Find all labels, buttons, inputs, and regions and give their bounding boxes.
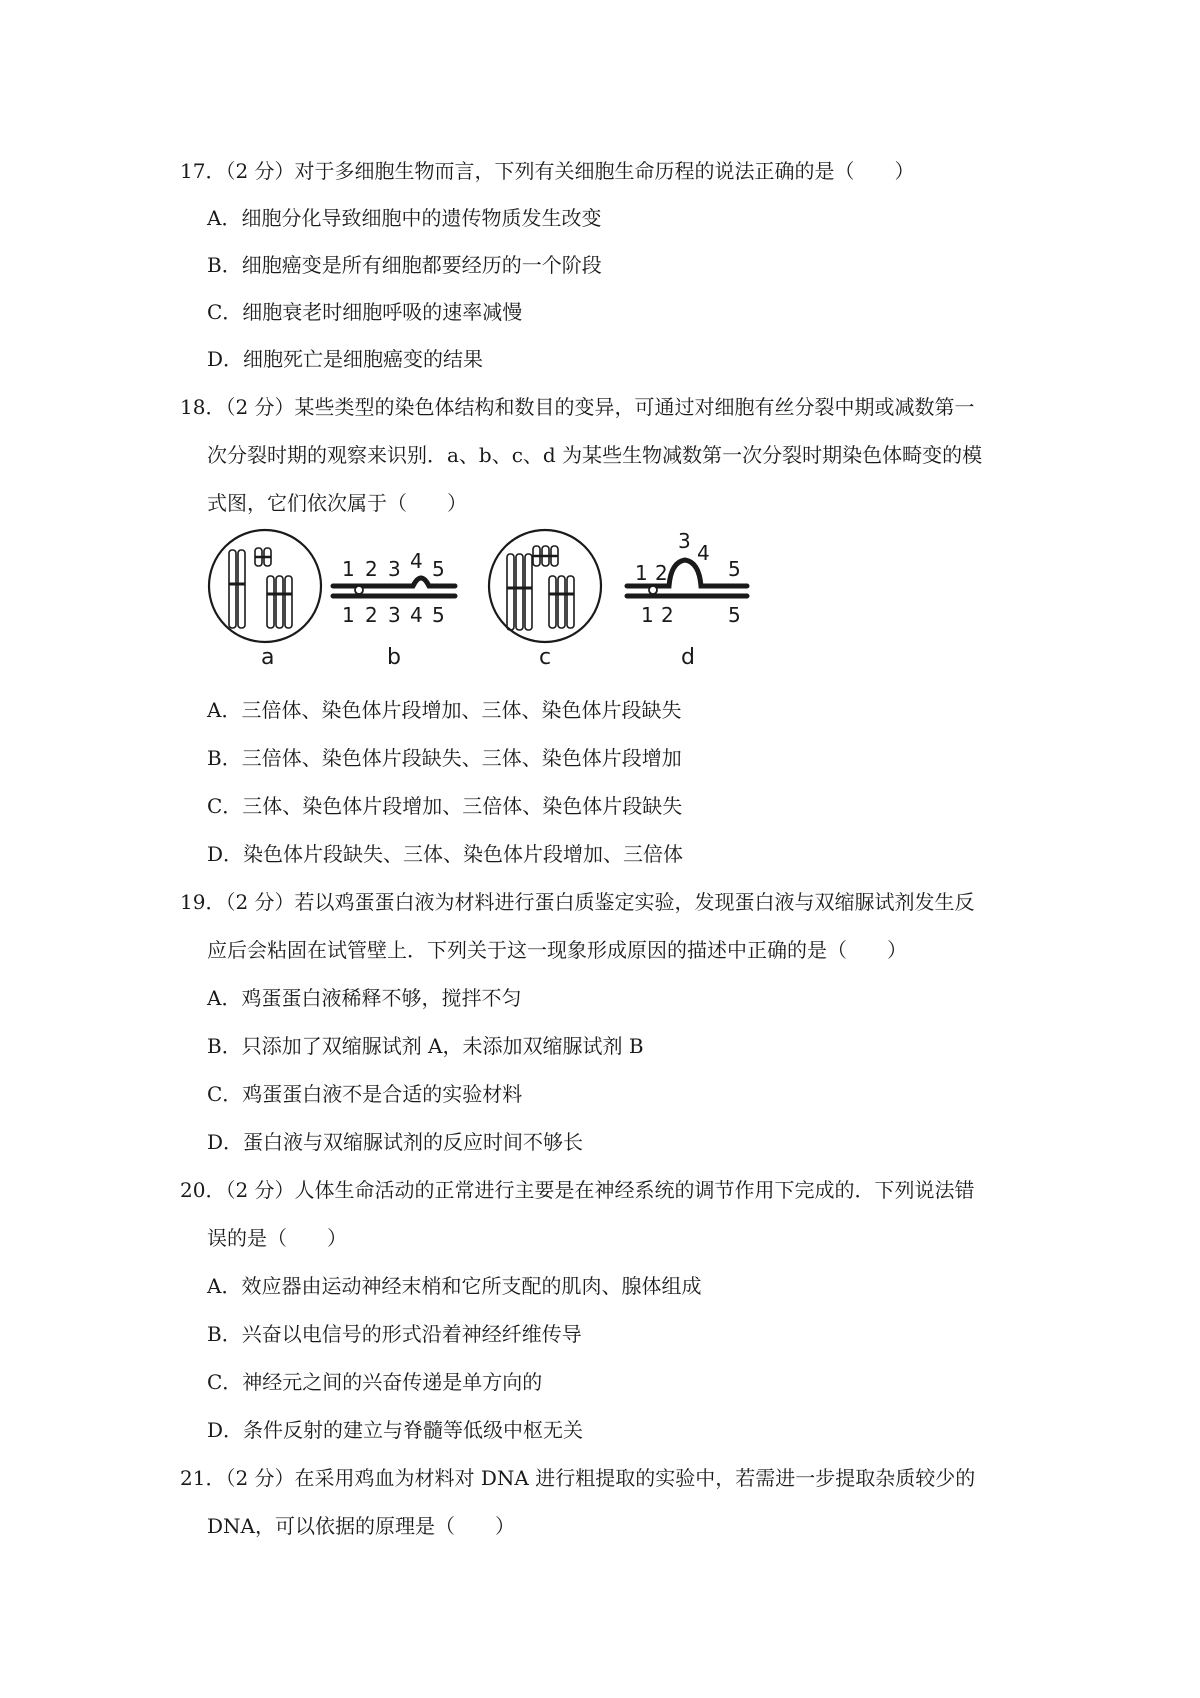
question-20-stem-line-2: 误的是（ ） <box>207 1226 347 1250</box>
chromosome-variation-figure <box>205 528 825 670</box>
panel-c-cell <box>489 530 601 642</box>
d-bottom-1: 1 <box>641 603 654 627</box>
d-top-5: 5 <box>728 557 741 581</box>
question-18-option-d: D．染色体片段缺失、三体、染色体片段增加、三倍体 <box>207 842 684 866</box>
question-18-stem-line-1: 18．（2 分）某些类型的染色体结构和数目的变异，可通过对细胞有丝分裂中期或减数第一 <box>180 395 975 419</box>
d-top-2: 2 <box>655 561 668 585</box>
panel-label-b: b <box>387 645 401 670</box>
question-19-option-b: B．只添加了双缩脲试剂 A，未添加双缩脲试剂 B <box>207 1034 644 1058</box>
question-19-option-a: A．鸡蛋蛋白液稀释不够，搅拌不匀 <box>207 986 522 1010</box>
b-bottom-4: 4 <box>410 603 423 627</box>
question-17-option-d: D．细胞死亡是细胞癌变的结果 <box>207 347 484 371</box>
b-top-2: 2 <box>365 557 378 581</box>
d-bottom-5: 5 <box>728 603 741 627</box>
d-top-3: 3 <box>678 529 691 553</box>
panel-a-cell <box>209 530 321 642</box>
b-top-3: 3 <box>388 557 401 581</box>
question-20-option-d: D．条件反射的建立与脊髓等低级中枢无关 <box>207 1418 584 1442</box>
question-21-stem-line-2: DNA，可以依据的原理是（ ） <box>207 1514 515 1538</box>
question-19-stem-line-2: 应后会粘固在试管壁上．下列关于这一现象形成原因的描述中正确的是（ ） <box>207 938 907 962</box>
panel-label-c: c <box>539 645 552 670</box>
question-17-stem-line-1: 17．（2 分）对于多细胞生物而言，下列有关细胞生命历程的说法正确的是（ ） <box>180 159 915 183</box>
question-20-option-c: C．神经元之间的兴奋传递是单方向的 <box>207 1370 543 1394</box>
b-top-4: 4 <box>410 549 423 573</box>
question-17-option-c: C．细胞衰老时细胞呼吸的速率减慢 <box>207 300 523 324</box>
panel-label-a: a <box>261 645 275 670</box>
panel-label-d: d <box>681 645 695 670</box>
d-bottom-2: 2 <box>661 603 674 627</box>
b-bottom-3: 3 <box>388 603 401 627</box>
b-top-1: 1 <box>342 557 355 581</box>
question-20-option-a: A．效应器由运动神经末梢和它所支配的肌肉、腺体组成 <box>207 1274 702 1298</box>
b-bottom-2: 2 <box>365 603 378 627</box>
d-top-1: 1 <box>635 561 648 585</box>
question-18-option-c: C．三体、染色体片段增加、三倍体、染色体片段缺失 <box>207 794 683 818</box>
question-18-stem-line-3: 式图，它们依次属于（ ） <box>207 491 467 515</box>
question-21-stem-line-1: 21．（2 分）在采用鸡血为材料对 DNA 进行粗提取的实验中，若需进一步提取杂质较少的 <box>180 1466 976 1490</box>
question-20-stem-line-1: 20．（2 分）人体生命活动的正常进行主要是在神经系统的调节作用下完成的．下列说法错 <box>180 1178 975 1202</box>
d-top-4: 4 <box>697 541 710 565</box>
question-19-option-d: D．蛋白液与双缩脲试剂的反应时间不够长 <box>207 1130 584 1154</box>
b-bottom-1: 1 <box>342 603 355 627</box>
chromosome-figure-svg <box>205 528 825 670</box>
question-18-option-b: B．三倍体、染色体片段缺失、三体、染色体片段增加 <box>207 746 682 770</box>
question-19-option-c: C．鸡蛋蛋白液不是合适的实验材料 <box>207 1082 523 1106</box>
question-18-stem-line-2: 次分裂时期的观察来识别．a、b、c、d 为某些生物减数第一次分裂时期染色体畸变的模 <box>207 443 983 467</box>
b-top-5: 5 <box>432 557 445 581</box>
question-17-option-b: B．细胞癌变是所有细胞都要经历的一个阶段 <box>207 253 602 277</box>
question-18-option-a: A．三倍体、染色体片段增加、三体、染色体片段缺失 <box>207 698 682 722</box>
question-19-stem-line-1: 19．（2 分）若以鸡蛋蛋白液为材料进行蛋白质鉴定实验，发现蛋白液与双缩脲试剂发生反 <box>180 890 975 914</box>
question-17-option-a: A．细胞分化导致细胞中的遗传物质发生改变 <box>207 206 602 230</box>
b-bottom-5: 5 <box>432 603 445 627</box>
question-20-option-b: B．兴奋以电信号的形式沿着神经纤维传导 <box>207 1322 582 1346</box>
